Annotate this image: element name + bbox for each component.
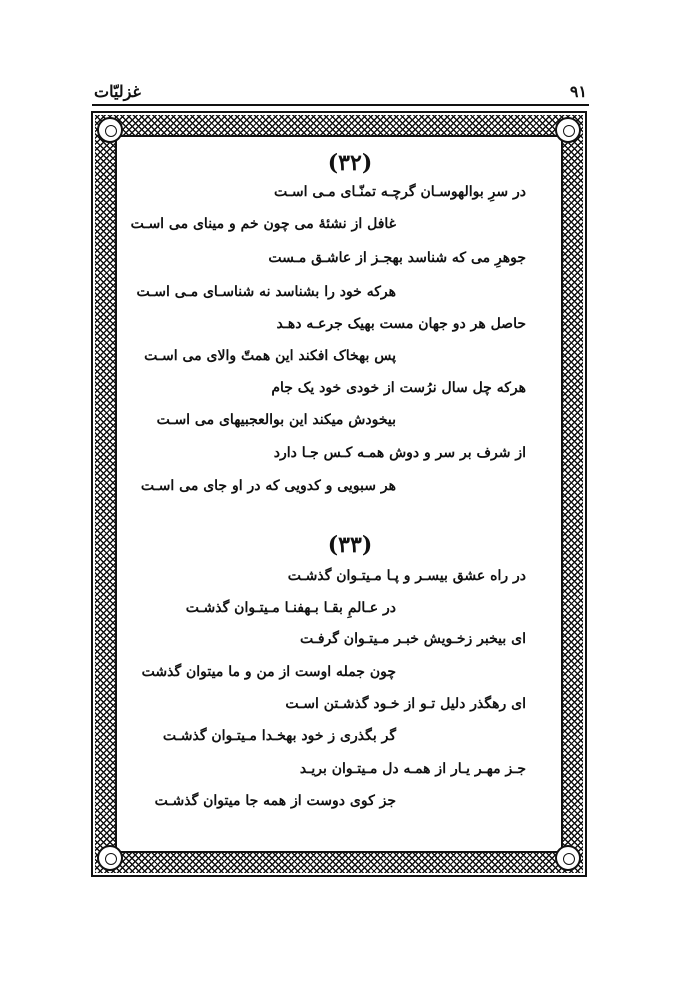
header-rule — [92, 104, 589, 106]
verse-line: هر سبویی و کدویی که در او جای می اسـت — [140, 478, 396, 494]
verse-line: حاصل هر دو جهان مست بهیک جرعـه دهـد — [276, 316, 526, 332]
corner-ornament-icon — [555, 117, 581, 143]
verse-line: ای بیخبر زخـویش خبـر مـیتـوان گرفـت — [299, 631, 526, 647]
verse-line: گر بگذری ز خود بهخـدا مـیتـوان گذشـت — [162, 728, 396, 744]
verse-line: جوهرِ می که شناسد بهجـز از عاشـق مـست — [268, 250, 526, 266]
page-number: ۹۱ — [569, 82, 587, 101]
corner-ornament-icon — [97, 117, 123, 143]
verse-line: جز کوی دوست از همه جا میتوان گذشـت — [154, 793, 396, 809]
verse-line: جـز مهـر یـار از همـه دل مـیتـوان بریـد — [299, 761, 526, 777]
verse-line: از شرف بر سر و دوش همـه کـس جـا دارد — [273, 445, 526, 461]
verse-line: هرکه چل سال نرُست از خودی خود یک جام — [271, 380, 526, 396]
poem-number: (۳۲) — [327, 150, 373, 176]
verse-line: پس بهخاک افکند این همتّ والای می اسـت — [144, 348, 396, 364]
verse-line: در عـالمِ بقـا بـهفنـا مـیتـوان گذشـت — [185, 600, 396, 616]
verse-line: هرکه خود را بشناسد نه شناسـای مـی اسـت — [136, 284, 396, 300]
verse-line: غافل از نشئۀ می چون خم و مینای می اسـت — [130, 216, 396, 232]
verse-line: در سرِ بوالهوسـان گرچـه تمنّـای مـی اسـت — [274, 184, 526, 200]
verse-line: ای رهگذر دلیل تـو از خـود گذشـتن اسـت — [285, 696, 526, 712]
poem-number: (۳۳) — [327, 532, 373, 558]
corner-ornament-icon — [97, 845, 123, 871]
verse-line: در راه عشق بیسـر و پـا مـیتـوان گذشـت — [287, 568, 526, 584]
corner-ornament-icon — [555, 845, 581, 871]
verse-line: چون جمله اوست از من و ما میتوان گذشت — [141, 664, 396, 680]
running-title: غزلیّات — [94, 82, 141, 101]
ornamental-frame-inner-panel — [115, 135, 563, 853]
verse-line: بیخودش میکند این بوالعجبیهای می اسـت — [156, 412, 396, 428]
